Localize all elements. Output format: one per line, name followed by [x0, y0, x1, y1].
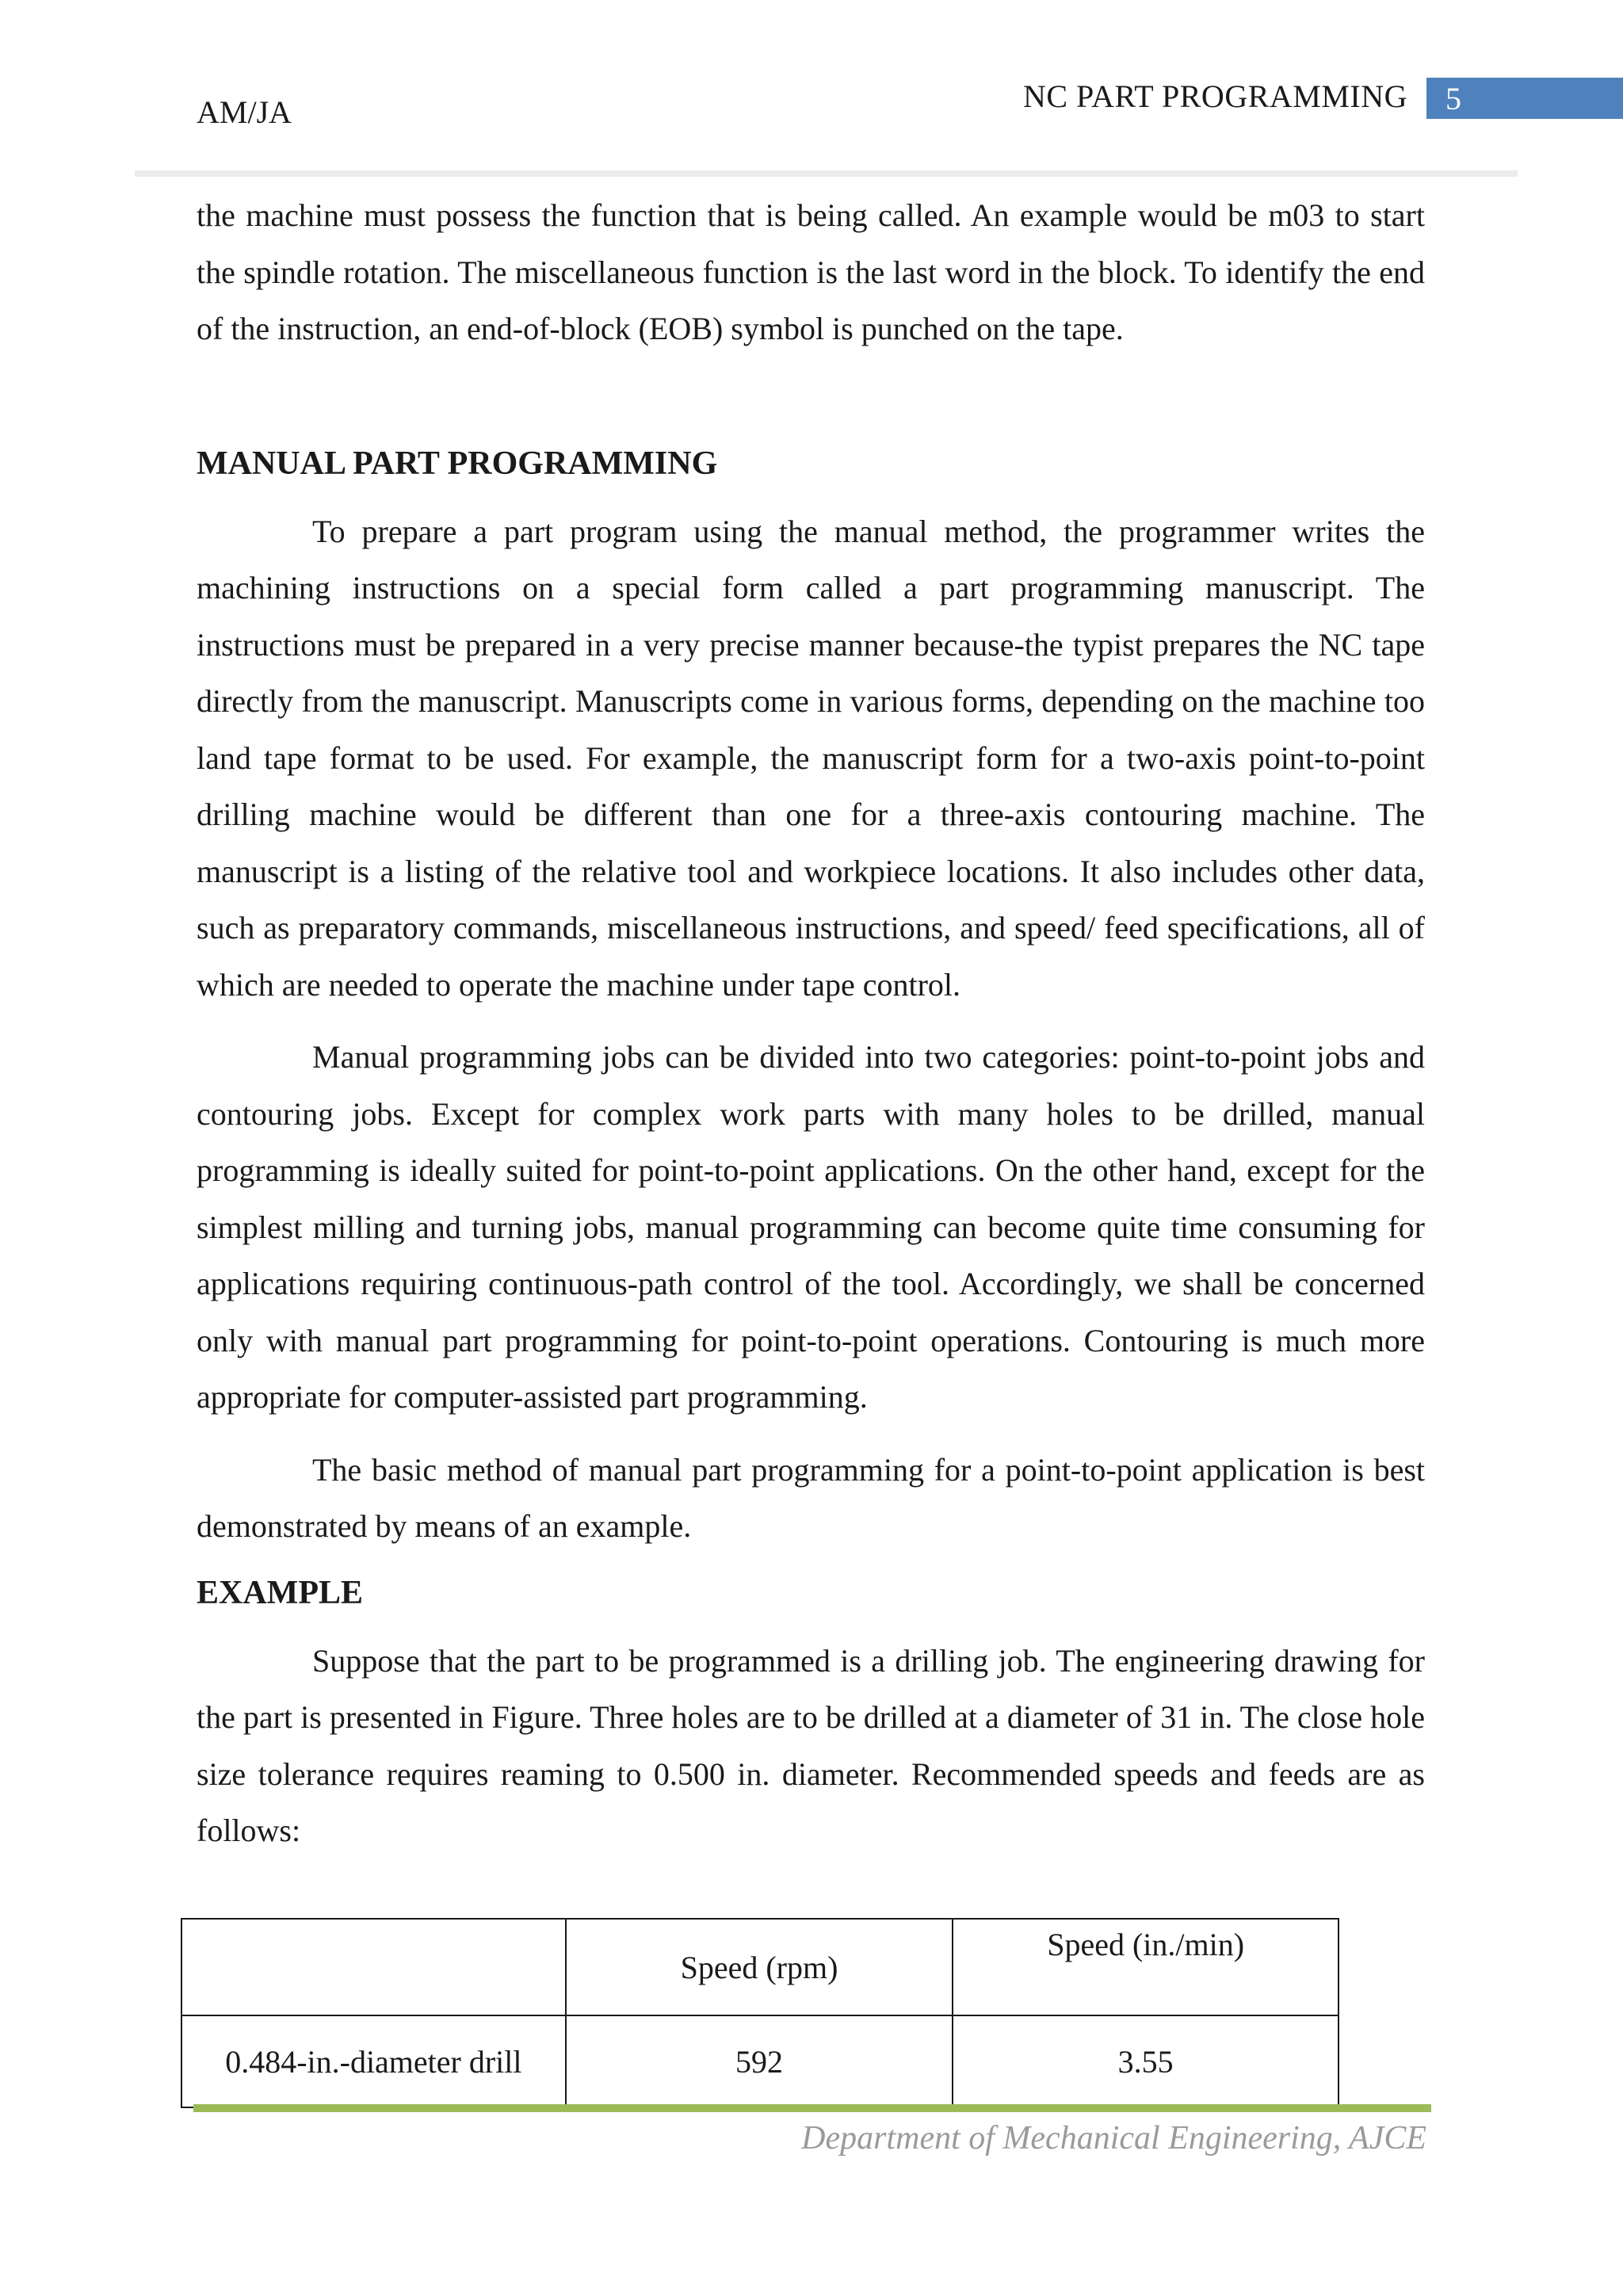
footer-divider: [193, 2104, 1431, 2112]
header-title: NC PART PROGRAMMING: [1022, 78, 1407, 114]
table-header-cell: Speed (rpm): [566, 1919, 953, 2015]
table-cell: 592: [566, 2015, 953, 2107]
footer-department: Department of Mechanical Engineering, AJCE: [801, 2120, 1426, 2157]
manual-paragraph-2: Manual programming jobs can be divided into two categories: point-to-point jobs and contouring jobs. Except for complex work parts with many holes to be drilled, manual programming is ideally suited for point-to-point applications. On the other hand, except for the simplest milling and turning jobs, manual programming can become quite time consuming for applications requiring continuous-path control of the tool. Accordingly, we shall be concerned only with manual part programming for point-to-point operations. Contouring is much more appropriate for computer-assisted part programming.: [197, 1039, 1425, 1415]
table-row: [181, 2015, 1338, 2107]
header-author: AM/JA: [197, 94, 292, 130]
intro-paragraph: the machine must possess the function that is being called. An example would be m03 to start the spindle rotation. The miscellaneous function is the last word in the block. To identify the end of the instruction, an end-of-block (EOB) symbol is punched on the tape.: [197, 197, 1425, 346]
manual-paragraph-1: To prepare a part program using the manual method, the programmer writes the machining instructions on a special form called a part programming manuscript. The instructions must be prepared in a very precise manner because-the typist prepares the NC tape directly from the manuscript. Manuscripts come in various forms, depending on the machine too land tape format to be used. For example, the manuscript form for a two-axis point-to-point drilling machine would be different than one for a three-axis contouring machine. The manuscript is a listing of the relative tool and workpiece locations. It also includes other data, such as preparatory commands, miscellaneous instructions, and speed/ feed specifications, all of which are needed to operate the machine under tape control.: [197, 513, 1425, 1003]
table-cell: 0.484-in.-diameter drill: [181, 2015, 566, 2107]
header-divider: [135, 170, 1518, 177]
table-header-cell: [181, 1919, 566, 2015]
table-header-row: [181, 1919, 1338, 2015]
manual-paragraph-3: The basic method of manual part programming for a point-to-point application is best demonstrated by means of an example.: [197, 1451, 1425, 1544]
example-paragraph: Suppose that the part to be programmed is a drilling job. The engineering drawing for the part is presented in Figure. Three holes are to be drilled at a diameter of 31 in. The close hole size tolerance requires reaming to 0.500 in. diameter. Recommended speeds and feeds are as follows:: [197, 1642, 1425, 1848]
table-cell: 3.55: [953, 2015, 1338, 2107]
speeds-table: [181, 1918, 1339, 2108]
example-heading: EXAMPLE: [197, 1574, 363, 1611]
page-number: 5: [1445, 81, 1461, 117]
manual-programming-heading: MANUAL PART PROGRAMMING: [197, 445, 718, 482]
page-body: [197, 187, 1425, 1859]
page-number-tab: [1426, 78, 1623, 119]
table-header-cell: Speed (in./min): [953, 1919, 1338, 2015]
